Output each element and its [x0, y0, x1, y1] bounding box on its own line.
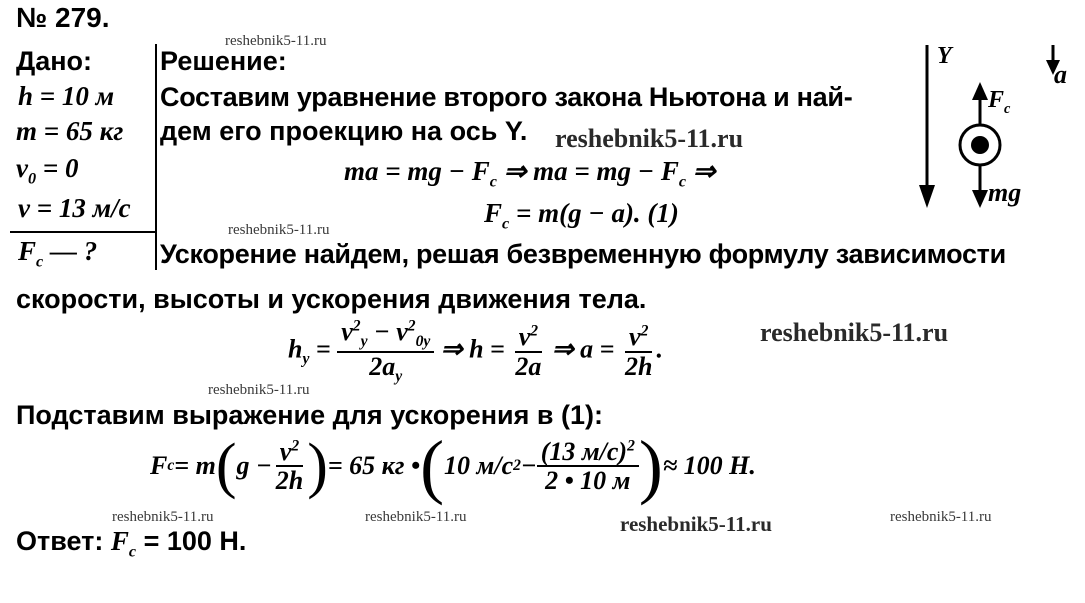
- solution-line2: дем его проекцию на ось Y.: [160, 116, 528, 146]
- fraction: $\frac{v^2}{2h}$: [275, 436, 304, 495]
- fraction: $\frac{v^2}{2a}$: [515, 322, 542, 381]
- mg-arrowhead: [972, 190, 988, 208]
- watermark: reshebnik5-11.ru: [760, 318, 949, 347]
- equation-fc: $F_c = m(g - a)$. (1): [484, 198, 679, 233]
- paren-open: (: [420, 426, 445, 506]
- paren-open: (: [215, 432, 237, 500]
- solution-line1: Составим уравнение второго закона Ньютона и най-: [160, 82, 853, 112]
- given-m: m = 65 кг: [16, 116, 124, 146]
- fc-arrowhead: [972, 82, 988, 100]
- given-h: h = 10 м: [18, 81, 115, 111]
- solution-line5: Подставим выражение для ускорения в (1):: [16, 400, 603, 430]
- fraction: $\frac{v^2_y - v^2_{0y}}{2a_y}$: [337, 318, 434, 385]
- solution-title: Решение:: [160, 46, 287, 76]
- formula-final: F c = m ( g − $\frac{v^2}{2h}$ ) = 65 кг • ( 10 м/с 2 − $\frac{(13 м/с)^2}{2 • 10 м}$ ) ≈ 100 Н.: [150, 426, 756, 506]
- watermark: reshebnik5-11.ru: [890, 509, 992, 525]
- given-title: Дано:: [16, 46, 93, 76]
- given-divider: [155, 44, 157, 270]
- paren-close: ): [307, 432, 328, 500]
- body-center: [971, 136, 989, 154]
- mg-label: mg: [988, 178, 1022, 207]
- formula-acceleration: $h_y$ = $\frac{v^2_y - v^2_{0y}}{2a_y}$ ⇒ h = $\frac{v^2}{2a}$ ⇒ a = $\frac{v^2}{2h}$ .: [288, 317, 663, 385]
- solution-line4: скорости, высоты и ускорения движения тела.: [16, 284, 647, 314]
- y-axis-arrowhead: [919, 185, 935, 208]
- watermark: reshebnik5-11.ru: [620, 512, 772, 536]
- answer: Ответ: $F_c = 100$ Н.: [16, 526, 247, 561]
- given-v: v = 13 м/с: [18, 193, 131, 223]
- given-v0: $v_0 = 0$: [16, 153, 79, 188]
- watermark: reshebnik5-11.ru: [555, 124, 744, 153]
- given-find: $F_c$ — ?: [18, 236, 98, 271]
- watermark: reshebnik5-11.ru: [365, 509, 467, 525]
- watermark: reshebnik5-11.ru: [228, 222, 330, 238]
- paren-close: ): [638, 426, 663, 506]
- fraction: $\frac{v^2}{2h}$: [624, 322, 653, 381]
- axis-y-label: Y: [937, 43, 952, 69]
- watermark: reshebnik5-11.ru: [208, 382, 310, 398]
- problem-number: № 279.: [16, 2, 110, 33]
- fc-label: $F_c$: [988, 87, 1011, 117]
- fraction: $\frac{(13 м/с)^2}{2 • 10 м}$: [537, 438, 639, 495]
- watermark: reshebnik5-11.ru: [112, 509, 214, 525]
- equation-newton: ma = mg − $F_c$ ⇒ ma = mg − $F_c$ ⇒: [344, 156, 716, 191]
- solution-line3: Ускорение найдем, решая безвременную формулу зависимости: [160, 239, 1006, 269]
- given-underline: [10, 231, 156, 233]
- a-label: a: [1054, 60, 1067, 89]
- watermark: reshebnik5-11.ru: [225, 33, 327, 49]
